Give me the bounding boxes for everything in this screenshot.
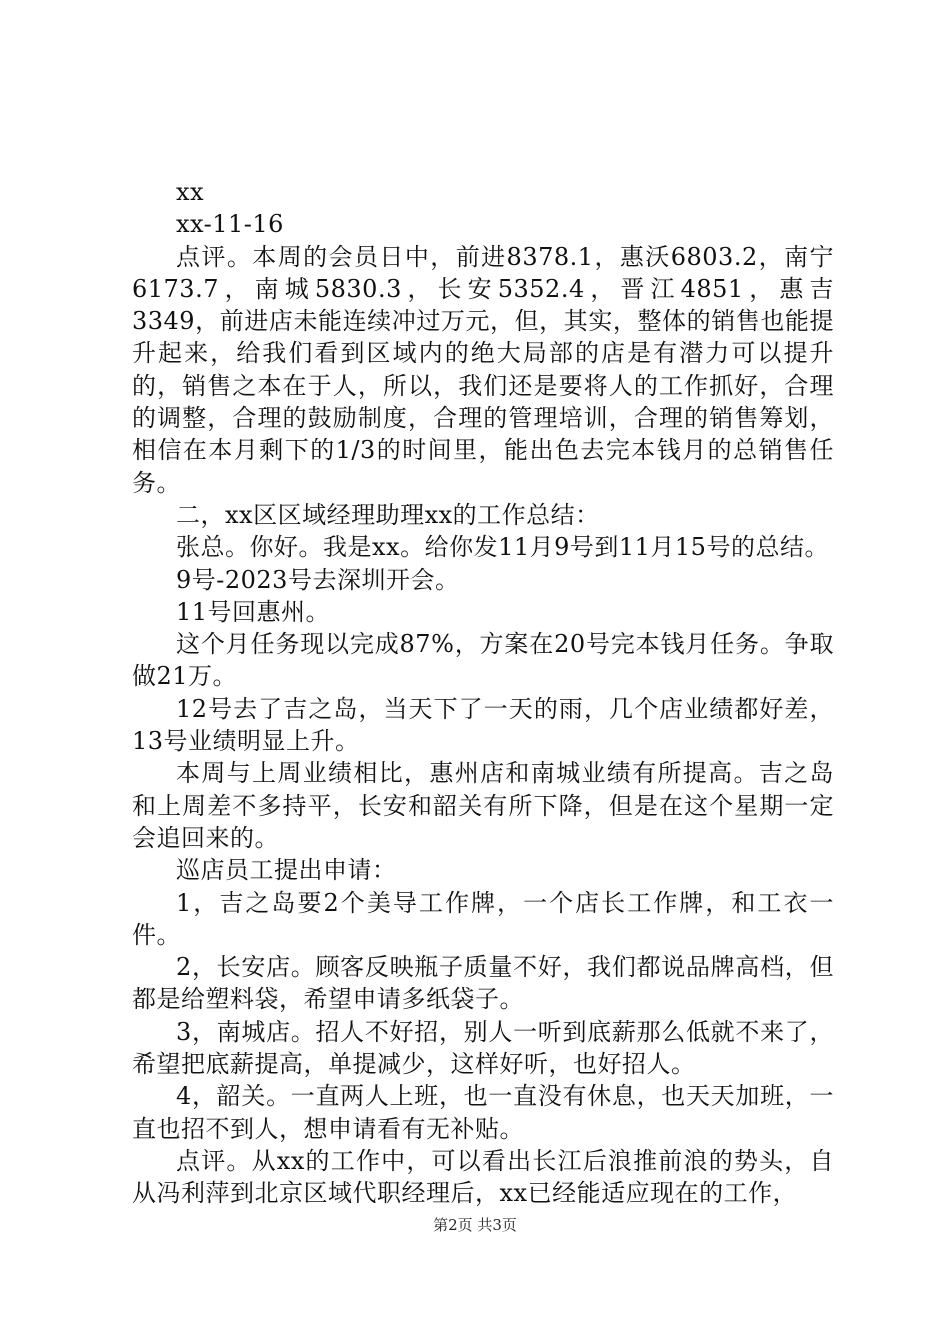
author-line: xx — [176, 178, 205, 206]
date-line: xx-11-16 — [176, 210, 284, 239]
paragraph-return: 11号回惠州。 — [176, 597, 331, 626]
paragraph-store-visit: 12号去了吉之岛，当天下了一天的雨，几个店业绩都好差，13号业绩明显上升。 — [132, 694, 834, 756]
list-item: 2，长安店。顾客反映瓶子质量不好，我们都说品牌高档，但都是给塑料袋，希望申请多纸袋子。 — [132, 953, 834, 1014]
list-item: 4，韶关。一直两人上班，也一直没有休息，也天天加班，一直也招不到人，想申请看有无补贴。 — [132, 1082, 834, 1143]
section-heading-assistant-summary: 二，xx区区域经理助理xx的工作总结： — [176, 500, 600, 529]
paragraph-task-progress: 这个月任务现以完成87%，方案在20号完本钱月任务。争取做21万。 — [132, 630, 834, 691]
document-body — [132, 176, 834, 1210]
paragraph-weekly-comparison: 本周与上周业绩相比，惠州店和南城业绩有所提高。吉之岛和上周差不多持平，长安和韶关有所下降，但是在这个星期一定会追回来的。 — [132, 759, 834, 852]
list-item: 1，吉之岛要2个美导工作牌，一个店长工作牌，和工衣一件。 — [132, 888, 834, 949]
paragraph-greeting: 张总。你好。我是xx。给你发11月9号到11月15号的总结。 — [176, 533, 829, 562]
paragraph-meeting: 9号-2023号去深圳开会。 — [176, 565, 460, 594]
paragraph-requests-heading: 巡店员工提出申请： — [176, 856, 397, 885]
page-footer: 第2页 共3页 — [433, 1216, 517, 1234]
paragraph-review-sales: 点评。本周的会员日中，前进8378.1，惠沃6803.2，南宁6173.7，南城5830.3，长安5352.4，晋江4851，惠吉3349，前进店未能连续冲过万元，但，其实，整体的销售也能提升起来，给我们看到区域内的绝大局部的店是有潜力可以提升的，销售之本在于人，所以，我们还是要将人的工作抓好，合理的调整，合理的鼓励制度，合理的管理培训，合理的销售筹划，相信在本月剩下的1/3的时间里，能出色去完本钱月的总销售任务。 — [132, 242, 834, 497]
list-item: 3，南城店。招人不好招，别人一听到底薪那么低就不来了，希望把底薪提高，单提减少，这样好听，也好招人。 — [132, 1017, 834, 1079]
paragraph-review-assistant: 点评。从xx的工作中，可以看出长江后浪推前浪的势头，自从冯利萍到北京区域代职经理后，xx已经能适应现在的工作， — [132, 1146, 834, 1208]
